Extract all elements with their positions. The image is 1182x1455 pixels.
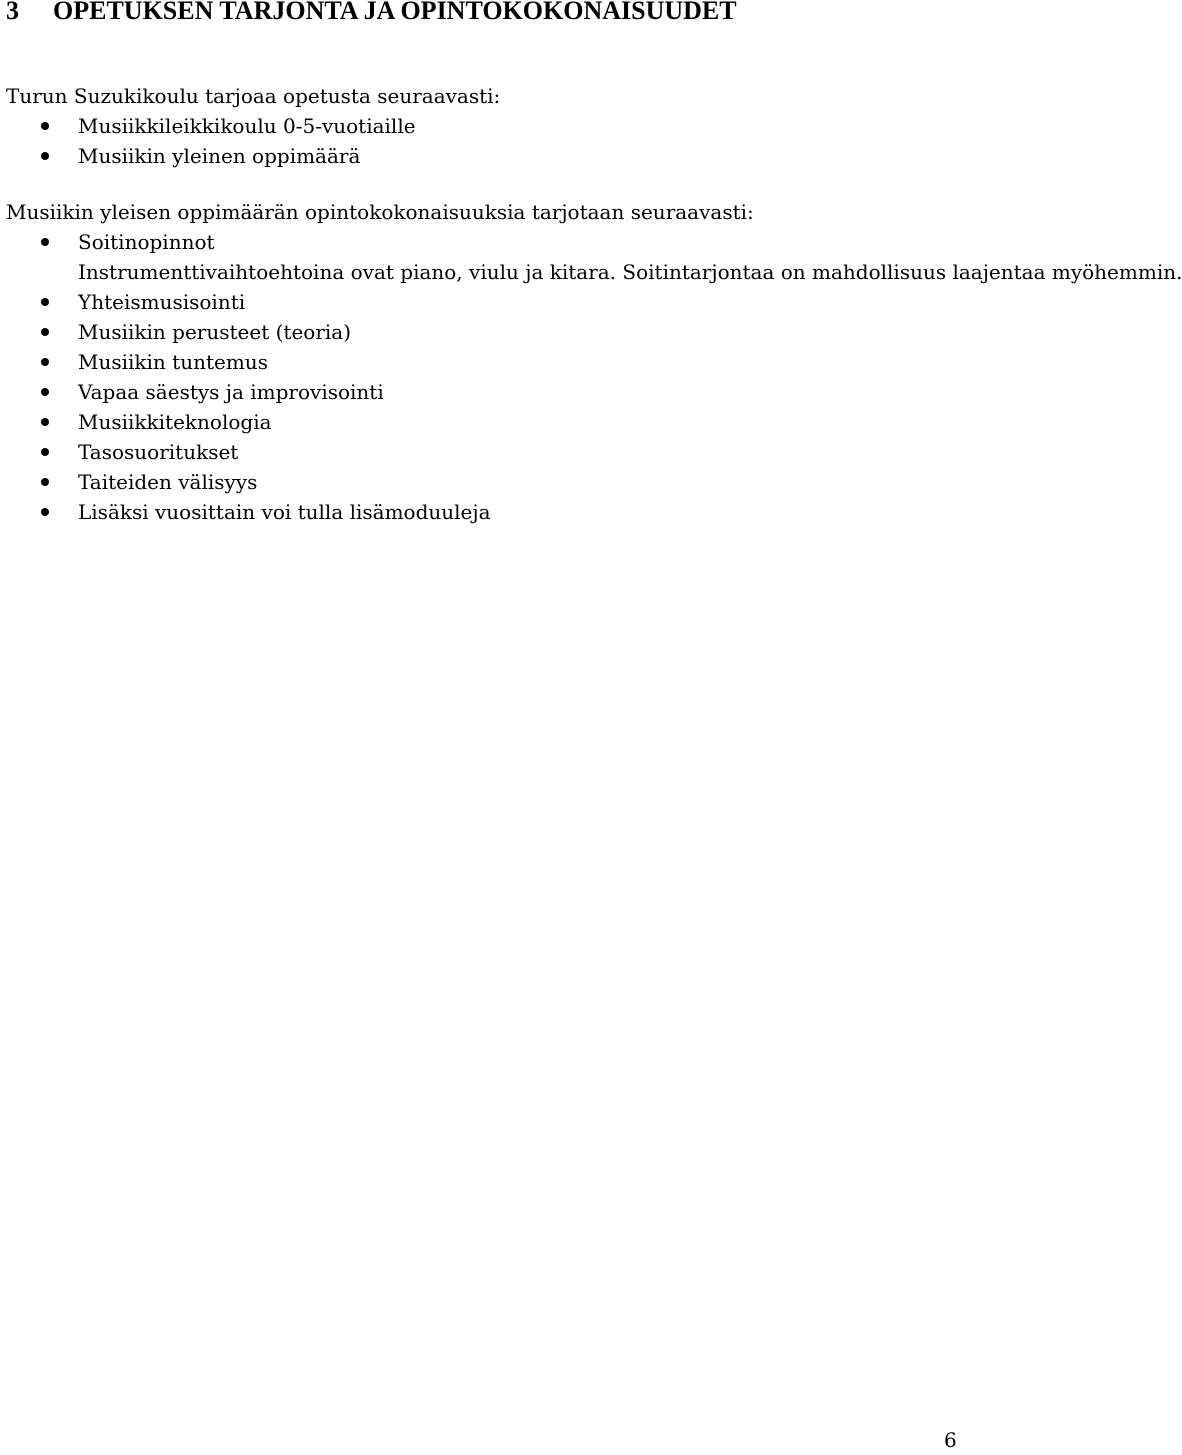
list-item [0, 227, 960, 257]
bullet-icon [41, 478, 49, 486]
list-item [0, 467, 960, 497]
list-item-text: Yhteismusisointi [78, 290, 246, 314]
bullet-icon [41, 152, 49, 160]
section-title: OPETUKSEN TARJONTA JA OPINTOKOKONAISUUDET [53, 0, 737, 25]
list-item [0, 111, 960, 141]
list-item-text: Musiikkiteknologia [78, 410, 272, 434]
bullet-icon [41, 298, 49, 306]
list-item-text: Musiikin perusteet (teoria) [78, 320, 352, 344]
instrument-note: Instrumenttivaihtoehtoina ovat piano, viulu ja kitara. Soitintarjontaa on mahdollisuus laajentaa myöhemmin. [78, 260, 1182, 284]
intro-paragraph: Turun Suzukikoulu tarjoaa opetusta seuraavasti: [6, 84, 501, 108]
list-item-text: Musiikkileikkikoulu 0-5-vuotiaille [78, 114, 416, 138]
bullet-icon [41, 388, 49, 396]
list-item [0, 141, 960, 171]
list-item-text: Musiikin yleinen oppimäärä [78, 144, 361, 168]
list-item [0, 287, 960, 317]
module-list [0, 227, 1182, 527]
section-heading [6, 0, 737, 26]
list-item [0, 407, 960, 437]
list-item-text: Lisäksi vuosittain voi tulla lisämoduuleja [78, 500, 491, 524]
list-item [0, 497, 960, 527]
list-item [0, 377, 960, 407]
list-item-text: Musiikin tuntemus [78, 350, 268, 374]
list-item-text: Soitinopinnot [78, 230, 215, 254]
bullet-icon [41, 418, 49, 426]
bullet-icon [41, 122, 49, 130]
bullet-icon [41, 358, 49, 366]
list-item-text: Vapaa säestys ja improvisointi [78, 380, 384, 404]
bullet-icon [41, 328, 49, 336]
section-number: 3 [6, 0, 19, 25]
list-item-text: Taiteiden välisyys [78, 470, 258, 494]
bullet-icon [41, 448, 49, 456]
bullet-icon [41, 238, 49, 246]
bullet-icon [41, 508, 49, 516]
list-item [0, 317, 960, 347]
general-syllabus-intro: Musiikin yleisen oppimäärän opintokokonaisuuksia tarjotaan seuraavasti: [6, 200, 754, 224]
list-item-text: Tasosuoritukset [78, 440, 239, 464]
list-item [0, 347, 960, 377]
offer-list [0, 111, 960, 171]
page-number: 6 [944, 1428, 957, 1452]
list-item [0, 437, 960, 467]
